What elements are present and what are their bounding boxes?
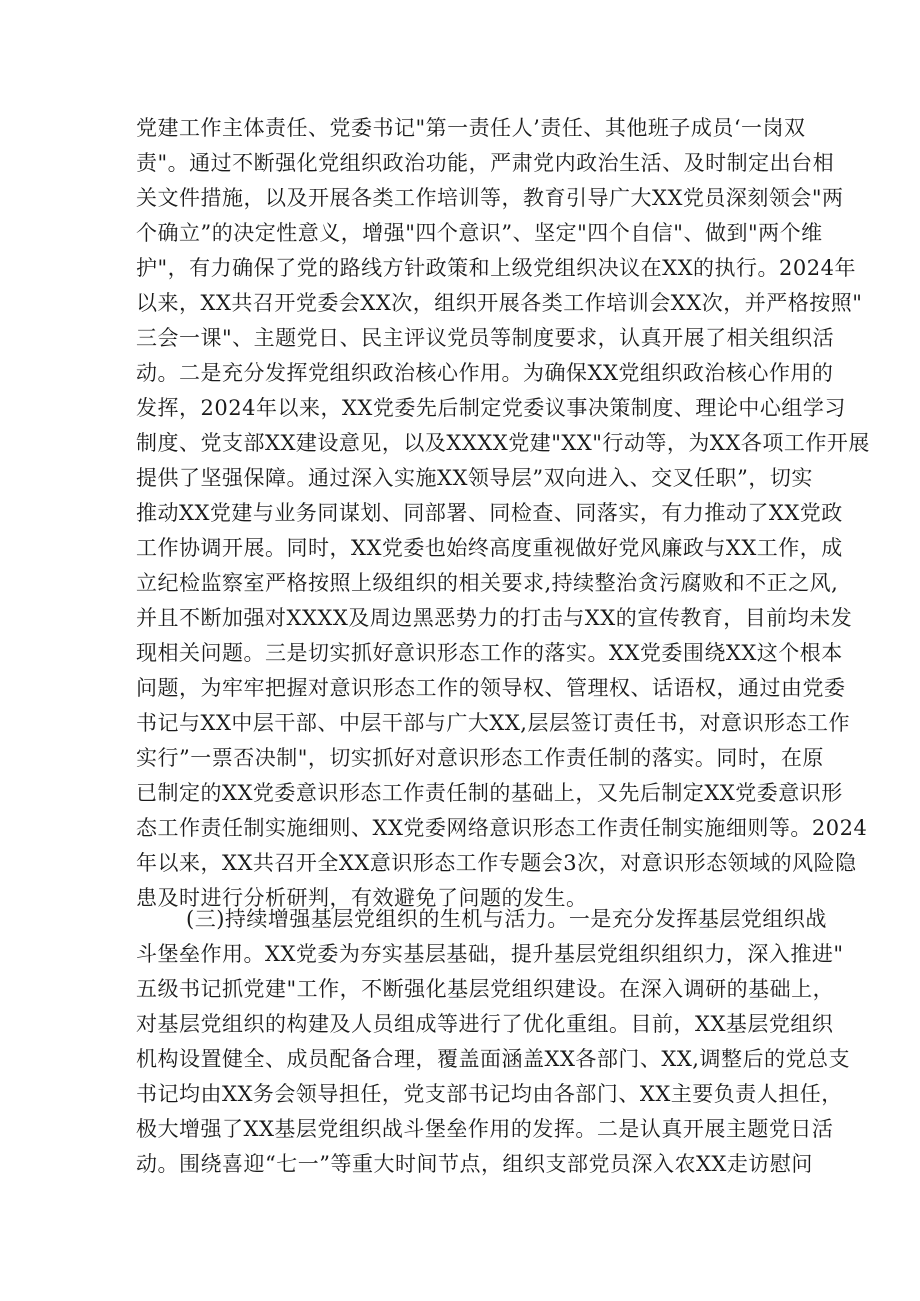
text-line: 现相关问题。三是切实抓好意识形态工作的落实。XX党委围绕XX这个根本 [136, 641, 843, 665]
text-line: 党建工作主体责任、党委书记"第一责任人’责任、其他班子成员‘一岗双 [136, 116, 806, 140]
text-line: 个确立”的决定性意义，增强"四个意识”、坚定"四个自信"、做到"两个维 [136, 221, 823, 245]
text-line: 五级书记抓党建"工作，不断强化基层党组织建设。在深入调研的基础上， [136, 977, 835, 1001]
text-line: 责"。通过不断强化党组织政治功能，严肃党内政治生活、及时制定出台相 [136, 151, 835, 175]
text-line: 立纪检监察室严格按照上级组织的相关要求,持续整治贪污腐败和不正之风, [136, 571, 839, 595]
paragraph-party-building [136, 111, 870, 916]
text-line: 斗堡垒作用。XX党委为夯实基层基础，提升基层党组织组织力，深入推进" [136, 942, 844, 966]
text-line: 制度、党支部XX建设意见，以及XXXX党建"XX"行动等，为XX各项工作开展 [136, 431, 870, 455]
text-line: 并且不断加强对XXXX及周边黑恶势力的打击与XX的宣传教育，目前均未发 [136, 606, 853, 630]
text-line: 已制定的XX党委意识形态工作责任制的基础上，又先后制定XX党委意识形 [136, 781, 843, 805]
text-line: 动。围绕喜迎“七一”等重大时间节点，组织支部党员深入农XX走访慰问 [136, 1152, 813, 1176]
text-line: 工作协调开展。同时，XX党委也始终高度重视做好党风廉政与XX工作，成 [136, 536, 843, 560]
text-line: 极大增强了XX基层党组织战斗堡垒作用的发挥。二是认真开展主题党日活 [136, 1117, 834, 1141]
section-heading-line: (三)持续增强基层党组织的生机与活力。一是充分发挥基层党组织战 [186, 907, 827, 931]
text-line: 态工作责任制实施细则、XX党委网络意识形态工作责任制实施细则等。2024 [136, 816, 868, 840]
text-line: 机构设置健全、成员配备合理，覆盖面涵盖XX各部门、XX,调整后的党总支 [136, 1047, 850, 1071]
paragraph-grassroots-organization [136, 902, 850, 1182]
text-line: 关文件措施，以及开展各类工作培训等，教育引导广大XX党员深刻领会"两 [136, 186, 844, 210]
text-line: 对基层党组织的构建及人员组成等进行了优化重组。目前，XX基层党组织 [136, 1012, 834, 1036]
text-line: 发挥，2024年以来，XX党委先后制定党委议事决策制度、理论中心组学习 [136, 396, 846, 420]
text-line: 三会一课"、主题党日、民主评议党员等制度要求，认真开展了相关组织活 [136, 326, 835, 350]
text-line: 问题，为牢牢把握对意识形态工作的领导权、管理权、话语权，通过由党委 [136, 676, 846, 700]
text-line: 书记均由XX务会领导担任，党支部书记均由各部门、XX主要负责人担任， [136, 1082, 843, 1106]
text-line: 推动XX党建与业务同谋划、同部署、同检查、同落实，有力推动了XX党政 [136, 501, 843, 525]
text-line: 患及时进行分析研判，有效避免了问题的发生。 [136, 886, 588, 910]
text-line: 书记与XX中层干部、中层干部与广大XX,层层签订责任书，对意识形态工作 [136, 711, 850, 735]
text-line: 实行”一票否决制"，切实抓好对意识形态工作责任制的落实。同时，在原 [136, 746, 824, 770]
text-line: 提供了坚强保障。通过深入实施XX领导层”双向进入、交叉任职”，切实 [136, 466, 813, 490]
text-line: 年以来，XX共召开全XX意识形态工作专题会3次，对意识形态领域的风险隐 [136, 851, 857, 875]
text-line: 护"，有力确保了党的路线方针政策和上级党组织决议在XX的执行。2024年 [136, 256, 857, 280]
text-line: 以来，XX共召开党委会XX次，组织开展各类工作培训会XX次，并严格按照" [136, 291, 863, 315]
text-line: 动。二是充分发挥党组织政治核心作用。为确保XX党组织政治核心作用的 [136, 361, 834, 385]
